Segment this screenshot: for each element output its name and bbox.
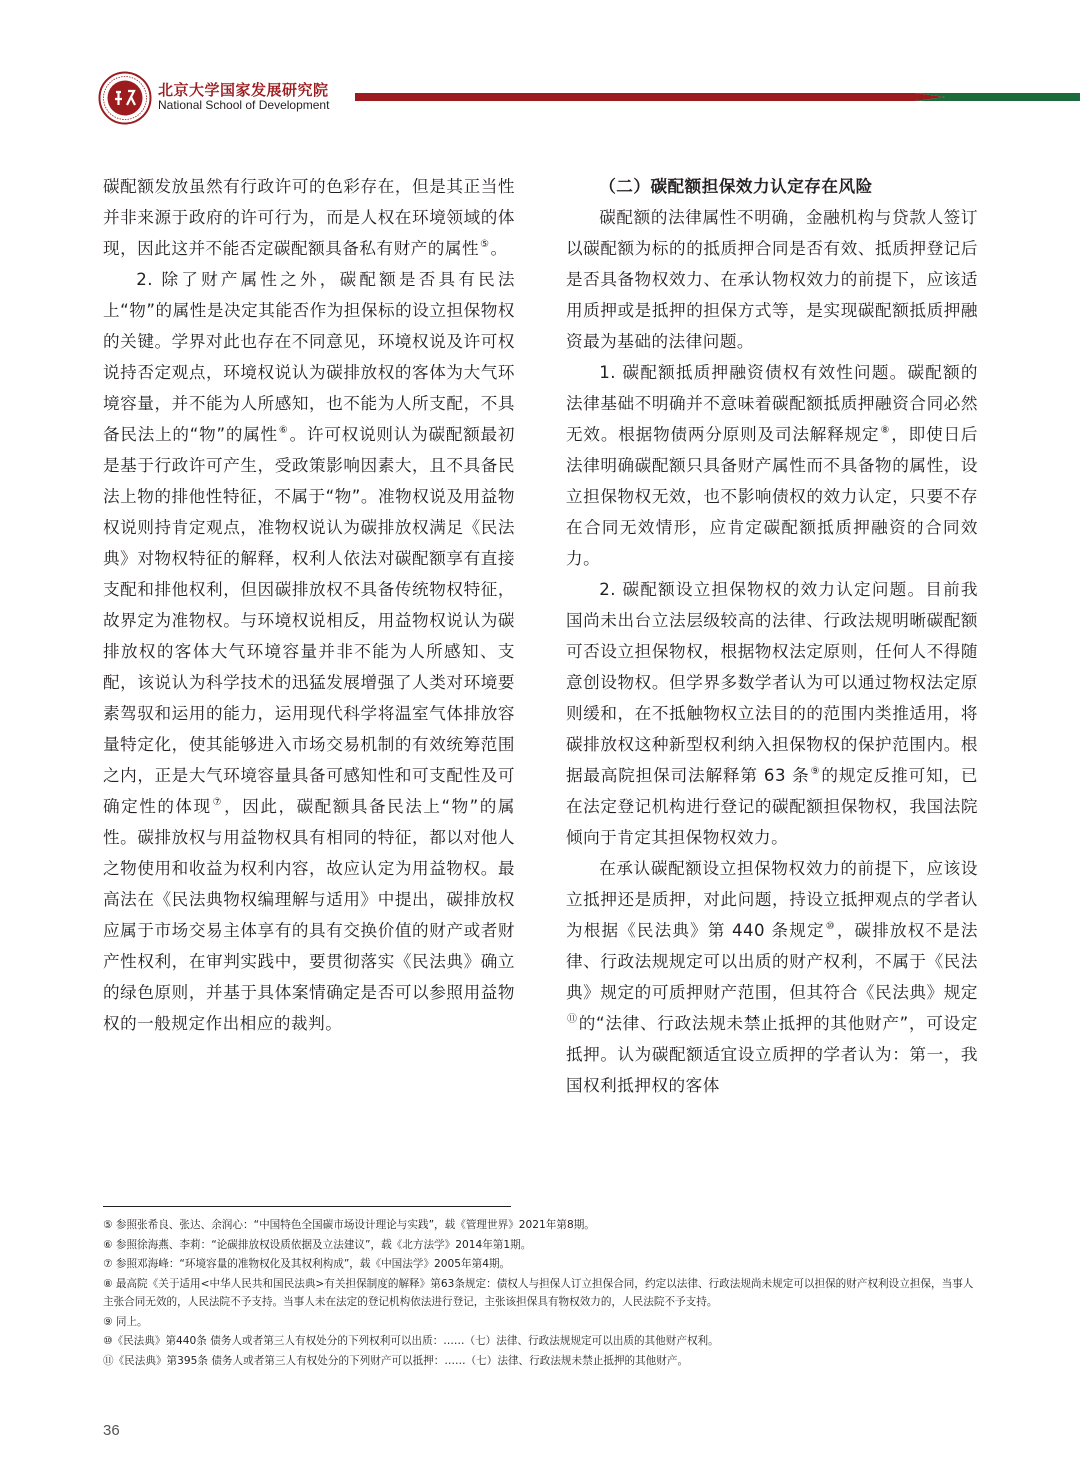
footnote: ⑪《民法典》第395条 债务人或者第三人有权处分的下列财产可以抵押：……（七）法律、行政法规未禁止抵押的其他财产。	[103, 1354, 689, 1367]
paragraph: 2. 碳配额设立担保物权的效力认定问题。目前我国尚未出台立法层级较高的法律、行政法规明晰碳配额可否设立担保物权，根据物权法定原则，任何人不得随意创设物权。但学界多数学者认为可以通过物权法定原则缓和，在不抵触物权立法目的的范围内类推适用，将碳排放权这种新型权利纳入担保物权的保护范围内。根据最高院担保司法解释第 63 条⑨的规定反推可知，已在法定登记机构进行登记的碳配额担保物权，我国法院倾向于肯定其担保物权效力。	[566, 580, 978, 847]
page-number: 36	[103, 1422, 120, 1439]
footnote-marker[interactable]: ⑩	[825, 921, 836, 932]
footnote-marker[interactable]: ⑥	[278, 425, 289, 436]
institution-name-cn: 北京大学国家发展研究院	[158, 81, 329, 99]
footnote: ⑩《民法典》第440条 债务人或者第三人有权处分的下列权利可以出质：……（七）法律、行政法规规定可以出质的其他财产权利。	[103, 1335, 719, 1347]
footnote: ⑦ 参照邓海峰：“环境容量的准物权化及其权利构成”，载《中国法学》2005年第4期。	[103, 1258, 511, 1270]
pku-logo-icon	[98, 71, 152, 125]
paragraph: 在承认碳配额设立担保物权效力的前提下，应该设立抵押还是质押，对此问题，持设立抵押观点的学者认为根据《民法典》第 440 条规定⑩，碳排放权不是法律、行政法规规定可以出质的财产权利，不属于《民法典》规定的可质押财产范围，但其符合《民法典》规定⑪的“法律、行政法规未禁止抵押的其他财产”，可设定抵押。认为碳配额适宜设立质押的学者认为：第一，我国权利抵押权的客体	[566, 859, 979, 1095]
page-header	[0, 0, 1080, 130]
left-column	[103, 171, 515, 1039]
footnote-marker[interactable]: ⑦	[212, 797, 224, 808]
footnote-marker[interactable]: ⑪	[567, 1014, 578, 1025]
right-column	[566, 171, 978, 1101]
footnote-divider	[103, 1206, 511, 1207]
footnote-marker[interactable]: ⑧	[880, 425, 891, 436]
paragraph: 碳配额的法律属性不明确，金融机构与贷款人签订以碳配额为标的的抵质押合同是否有效、抵质押登记后是否具备物权效力、在承认物权效力的前提下，应该适用质押或是抵押的担保方式等，是实现碳配额抵质押融资最为基础的法律问题。	[566, 208, 978, 351]
footnote: ⑥ 参照徐海燕、李莉：“论碳排放权设质依据及立法建议”，载《北方法学》2014年第1期。	[103, 1238, 532, 1251]
footnote-marker[interactable]: ⑤	[480, 239, 490, 250]
paragraph: 1. 碳配额抵质押融资债权有效性问题。碳配额的法律基础不明确并不意味着碳配额抵质押融资合同必然无效。根据物债两分原则及司法解释规定⑧，即使日后法律明确碳配额只具备财产属性而不具备物的属性，设立担保物权无效，也不影响债权的效力认定，只要不存在合同无效情形，应肯定碳配额抵质押融资的合同效力。	[566, 363, 979, 568]
footnote: ⑧ 最高院《关于适用<中华人民共和国民法典>有关担保制度的解释》第63条规定：债权人与担保人订立担保合同，约定以法律、行政法规尚未规定可以担保的财产权利设立担保，当事人主张合同无效的，人民法院不予支持。当事人未在法定的登记机构依法进行登记，主张该担保具有物权效力的，人民法院不予支持。	[103, 1277, 974, 1308]
header-color-bar	[355, 91, 1080, 103]
paragraph: 碳配额发放虽然有行政许可的色彩存在，但是其正当性并非来源于政府的许可行为，而是人权在环境领域的体现，因此这并不能否定碳配额具备私有财产的属性⑤。	[103, 177, 515, 258]
footnote: ⑨ 同上。	[103, 1315, 148, 1328]
paragraph: 2. 除了财产属性之外，碳配额是否具有民法上“物”的属性是决定其能否作为担保标的设立担保物权的关键。学界对此也存在不同意见，环境权说及许可权说持否定观点，环境权说认为碳排放权的客体为大气环境容量，并不能为人所感知，也不能为人所支配，不具备民法上的“物”的属性⑥。许可权说则认为碳配额最初是基于行政许可产生，受政策影响因素大，且不具备民法上物的排他性特征，不属于“物”。准物权说及用益物权说则持肯定观点，准物权说认为碳排放权满足《民法典》对物权特征的解释，权利人依法对碳配额享有直接支配和排他权利，但因碳排放权不具备传统物权特征，故界定为准物权。与环境权说相反，用益物权说认为碳排放权的客体大气环境容量并非不能为人所感知、支配，该说认为科学技术的迅猛发展增强了人类对环境要素驾驭和运用的能力，运用现代科学将温室气体排放容量特定化，使其能够进入市场交易机制的有效统筹范围之内，正是大气环境容量具备可感知性和可支配性及可确定性的体现⑦，因此，碳配额具备民法上“物”的属性。碳排放权与用益物权具有相同的特征，都以对他人之物使用和收益为权利内容，故应认定为用益物权。最高法在《民法典物权编理解与适用》中提出，碳排放权应属于市场交易主体享有的具有交换价值的财产或者财产性权利，在审判实践中，要贯彻落实《民法典》确立的绿色原则，并基于具体案情确定是否可以参照用益物权的一般规定作出相应的裁判。	[103, 270, 516, 1033]
institution-name-en: National School of Development	[158, 98, 330, 112]
section-heading: （二）碳配额担保效力认定存在风险	[599, 177, 873, 196]
footnotes	[103, 1216, 983, 1371]
footnote: ⑤ 参照张希良、张达、余润心：“中国特色全国碳市场设计理论与实践”，载《管理世界》2021年第8期。	[103, 1219, 595, 1231]
footnote-marker[interactable]: ⑨	[810, 766, 821, 777]
